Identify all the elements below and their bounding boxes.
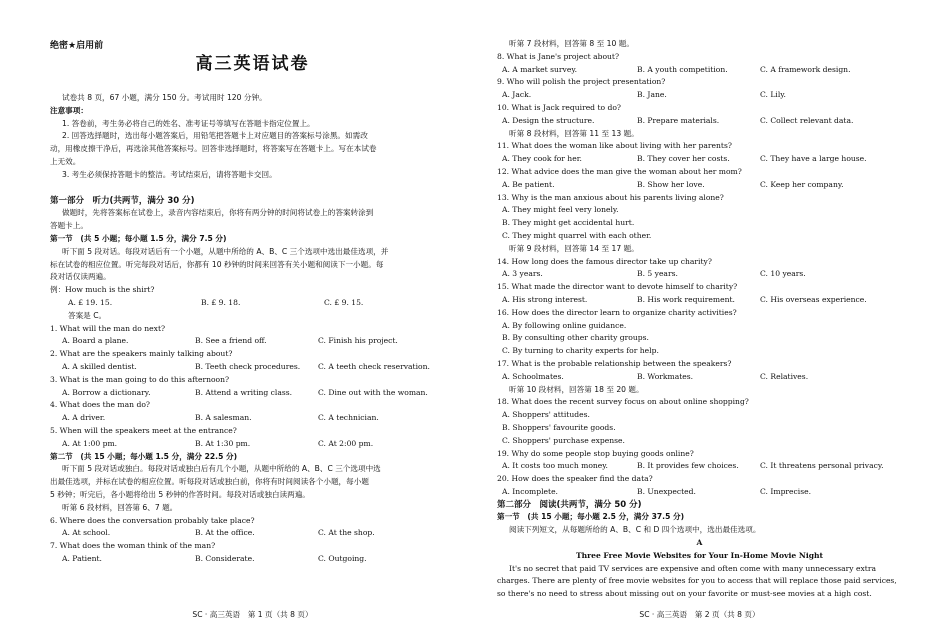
option-a: A. A market survey. — [502, 64, 578, 74]
part1-desc-a: 做题时，先将答案标在试卷上，录音内容结束后，你将有两分钟的时间将试卷上的答案转涂到 — [62, 208, 374, 218]
question-2: 2. What are the speakers mainly talking about? — [50, 349, 233, 359]
question-7: 7. What does the woman think of the man? — [50, 541, 216, 551]
material-7-heading: 听第 7 段材料，回答第 8 至 10 题。 — [509, 39, 634, 48]
note-2c: 上无效。 — [50, 156, 81, 166]
option-a: A. £ 19. 15. — [68, 297, 113, 307]
question-4-options — [50, 412, 455, 425]
question-19-options — [497, 460, 902, 473]
option-c: C. Lily. — [760, 90, 786, 100]
notes-heading: 注意事项： — [50, 105, 88, 115]
option-b: B. Considerate. — [195, 553, 255, 563]
question-9: 9. Who will polish the project presentation? — [497, 77, 666, 87]
section2-desc-a: 听下面 5 段对话或独白。每段对话或独白后有几个小题，从题中所给的 A、B、C 三个选项中选 — [62, 464, 381, 474]
option-a: A. By following online guidance. — [502, 320, 627, 330]
option-b: B. 5 years. — [637, 269, 678, 279]
part2-heading: 第二部分 阅读(共两节，满分 50 分) — [497, 499, 642, 510]
option-c: C. Relatives. — [760, 371, 809, 381]
option-c: C. A teeth check reservation. — [318, 361, 430, 371]
passage-line-1: It's no secret that paid TV services are expensive and often come with many unnecessary extra — [509, 563, 876, 573]
exam-info: 试卷共 8 页，67 小题，满分 150 分。考试用时 120 分钟。 — [62, 93, 267, 102]
question-14: 14. How long does the famous director take up charity? — [497, 256, 712, 266]
question-19: 19. Why do some people stop buying goods online? — [497, 448, 694, 458]
question-1: 1. What will the man do next? — [50, 323, 166, 333]
question-16: 16. How does the director learn to organize charity activities? — [497, 307, 737, 317]
part1-heading: 第一部分 听力(共两节，满分 30 分) — [50, 195, 195, 206]
question-8: 8. What is Jane's project about? — [497, 51, 620, 61]
option-b: B. At the office. — [195, 528, 255, 538]
question-1-options — [50, 335, 455, 348]
option-b: B. Workmates. — [637, 371, 694, 381]
question-15-options — [497, 294, 902, 307]
reading-section1-desc: 阅读下列短文，从每题所给的 A、B、C 和 D 四个选项中，选出最佳选项。 — [509, 525, 761, 535]
option-c: C. £ 9. 15. — [324, 297, 364, 307]
option-c: C. At 2:00 pm. — [318, 438, 374, 448]
section2-desc-c: 5 秒钟；听完后，各小题将给出 5 秒钟的作答时间。每段对话或独白读两遍。 — [50, 489, 310, 499]
question-20-options — [497, 486, 902, 499]
option-c: C. Dine out with the woman. — [318, 387, 428, 397]
option-c: C. His overseas experience. — [760, 294, 867, 304]
example-answer: 答案是 C。 — [68, 310, 107, 320]
option-b: B. Show her love. — [637, 179, 705, 189]
section1-heading: 第一节 (共 5 小题；每小题 1.5 分，满分 7.5 分) — [50, 233, 227, 243]
question-4: 4. What does the man do? — [50, 400, 150, 410]
question-17: 17. What is the probable relationship between the speakers? — [497, 358, 732, 368]
option-b: B. A salesman. — [195, 413, 252, 423]
question-17-options — [497, 371, 902, 384]
option-b: B. Unexpected. — [637, 486, 696, 496]
passage-line-2: charges. There are plenty of free movie websites for you to access that will replace those paid services, — [497, 576, 897, 586]
option-a: A. A skilled dentist. — [62, 361, 137, 371]
question-13: 13. Why is the man anxious about his parents living alone? — [497, 192, 724, 202]
option-c: C. 10 years. — [760, 269, 806, 279]
option-a: A. Borrow a dictionary. — [62, 387, 151, 397]
note-2b: 动，用橡皮擦干净后，再选涂其他答案标号。回答非选择题时，将答案写在答题卡上。写在本试卷 — [50, 144, 377, 154]
option-c: C. By turning to charity experts for help. — [502, 346, 659, 356]
note-1: 1. 答卷前，考生务必将自己的姓名、准考证号等填写在答题卡指定位置上。 — [62, 118, 315, 128]
option-c: C. Collect relevant data. — [760, 115, 854, 125]
option-a: A. They might feel very lonely. — [502, 205, 619, 215]
question-5: 5. When will the speakers meet at the entrance? — [50, 425, 237, 435]
question-3-options — [50, 387, 455, 400]
question-10-options — [497, 115, 902, 128]
material-6-heading: 听第 6 段材料，回答第 6、7 题。 — [62, 502, 178, 512]
material-8-heading: 听第 8 段材料，回答第 11 至 13 题。 — [509, 128, 639, 138]
material-10-heading: 听第 10 段材料，回答第 18 至 20 题。 — [509, 384, 644, 394]
question-7-options — [50, 553, 455, 566]
question-12-options — [497, 179, 902, 192]
question-20: 20. How does the speaker find the data? — [497, 474, 653, 484]
option-a: A. Shoppers' attitudes. — [502, 410, 590, 420]
section1-desc-c: 段对话仅读两遍。 — [50, 272, 111, 282]
option-c: C. It threatens personal privacy. — [760, 461, 884, 471]
page-footer-left: SC · 高三英语 第 1 页（共 8 页） — [192, 610, 313, 619]
question-18: 18. What does the recent survey focus on about online shopping? — [497, 397, 749, 407]
option-a: A. His strong interest. — [502, 294, 588, 304]
question-9-options — [497, 89, 902, 102]
option-a: A. A driver. — [62, 413, 106, 423]
material-9-heading: 听第 9 段材料，回答第 14 至 17 题。 — [509, 243, 639, 253]
option-b: B. See a friend off. — [195, 336, 267, 346]
option-a: A. 3 years. — [502, 269, 543, 279]
option-c: C. At the shop. — [318, 528, 375, 538]
option-b: B. Jane. — [637, 90, 667, 100]
question-14-options — [497, 268, 902, 281]
section2-heading: 第二节 (共 15 小题；每小题 1.5 分，满分 22.5 分) — [50, 451, 238, 461]
question-15: 15. What made the director want to devote himself to charity? — [497, 282, 738, 292]
option-b: B. Attend a writing class. — [195, 387, 293, 397]
option-b: B. Shoppers' favourite goods. — [502, 422, 616, 432]
question-10: 10. What is Jack required to do? — [497, 102, 622, 112]
passage-letter: A — [696, 538, 703, 548]
section2-desc-b: 出最佳选项，并标在试卷的相应位置。听每段对话或独白前，你将有时间阅读各个小题，每小题 — [50, 477, 369, 487]
option-b: B. At 1:30 pm. — [195, 438, 251, 448]
page-footer-right: SC · 高三英语 第 2 页（共 8 页） — [639, 610, 760, 619]
example-question: 例：How much is the shirt? — [50, 285, 155, 295]
option-b: B. They might get accidental hurt. — [502, 218, 635, 228]
question-11-options — [497, 153, 902, 166]
left-body — [50, 92, 455, 566]
option-a: A. Be patient. — [502, 179, 555, 189]
option-a: A. Incomplete. — [502, 486, 558, 496]
option-c: C. Keep her company. — [760, 179, 844, 189]
option-c: C. A framework design. — [760, 64, 851, 74]
option-c: C. A technician. — [318, 413, 379, 423]
option-a: A. Board a plane. — [62, 336, 129, 346]
question-6-options — [50, 527, 455, 540]
confidential-label: 绝密★启用前 — [50, 41, 104, 51]
option-b: B. Teeth check procedures. — [195, 361, 301, 371]
page-title: 高三英语试卷 — [195, 54, 310, 74]
option-b: B. Prepare materials. — [637, 115, 720, 125]
note-3: 3. 考生必须保持答题卡的整洁。考试结束后，请将答题卡交回。 — [62, 169, 277, 179]
note-2a: 2. 回答选择题时，选出每小题答案后，用铅笔把答题卡上对应题目的答案标号涂黑。如需改 — [62, 131, 368, 141]
question-2-options — [50, 361, 455, 374]
option-b: B. By consulting other charity groups. — [502, 333, 649, 343]
option-c: C. Finish his project. — [318, 336, 398, 346]
option-c: C. Imprecise. — [760, 486, 812, 496]
question-8-options — [497, 64, 902, 77]
option-c: C. They have a large house. — [760, 154, 867, 164]
option-b: B. They cover her costs. — [637, 154, 730, 164]
option-a: A. At school. — [62, 528, 111, 538]
option-b: B. £ 9. 18. — [201, 297, 241, 307]
option-a: A. Jack. — [502, 90, 532, 100]
option-a: A. Design the structure. — [502, 115, 595, 125]
option-c: C. They might quarrel with each other. — [502, 230, 652, 240]
passage-title: Three Free Movie Websites for Your In-Home Movie Night — [575, 550, 824, 560]
option-c: C. Outgoing. — [318, 553, 367, 563]
section1-desc-b: 标在试卷的相应位置。听完每段对话后，你都有 10 秒钟的时间来回答有关小题和阅读下一小题。每 — [50, 259, 384, 269]
option-b: B. His work requirement. — [637, 294, 735, 304]
option-a: A. It costs too much money. — [502, 461, 608, 471]
question-12: 12. What advice does the man give the woman about her mom? — [497, 166, 742, 176]
reading-section1-heading: 第一节 (共 15 小题；每小题 2.5 分，满分 37.5 分) — [497, 512, 685, 522]
question-3: 3. What is the man going to do this afternoon? — [50, 374, 230, 384]
passage-line-3: so there's no need to stress about missing out on your favorite or must-see movies at a high cost. — [497, 589, 872, 599]
option-b: B. A youth competition. — [637, 64, 728, 74]
option-b: B. It provides few choices. — [637, 461, 739, 471]
option-c: C. Shoppers' purchase expense. — [502, 435, 625, 445]
right-body — [497, 38, 902, 601]
section1-desc-a: 听下面 5 段对话。每段对话后有一个小题，从题中所给的 A、B、C 三个选项中选出最佳选项，并 — [62, 246, 389, 256]
question-11: 11. What does the woman like about living with her parents? — [497, 141, 732, 151]
question-5-options — [50, 438, 455, 451]
part1-desc-b: 答题卡上。 — [50, 221, 88, 231]
option-a: A. Patient. — [62, 553, 102, 563]
example-options — [50, 297, 455, 310]
question-6: 6. Where does the conversation probably take place? — [50, 515, 255, 525]
option-a: A. At 1:00 pm. — [62, 438, 118, 448]
option-a: A. Schoolmates. — [502, 371, 564, 381]
option-a: A. They cook for her. — [502, 154, 582, 164]
